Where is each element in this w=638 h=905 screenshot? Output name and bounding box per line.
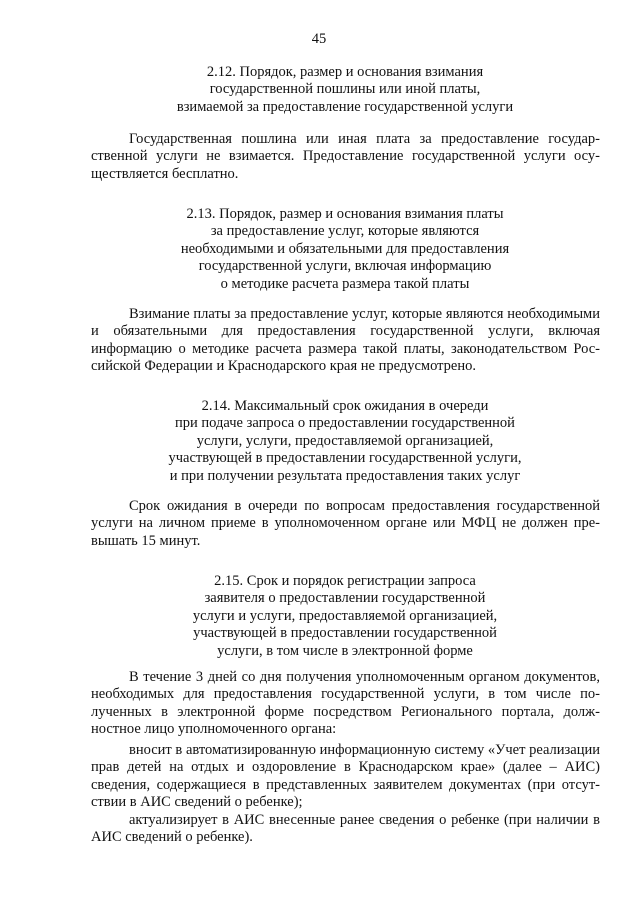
section-paragraph-2-12: Государственная пошлина или иная плата за предоставление государственной услуги не взимается. Предоставление государственной услуги осуществляется бесплатно. bbox=[91, 131, 600, 182]
section-heading-2-15 bbox=[90, 573, 600, 660]
heading-line: услуги и услуги, предоставляемой организацией, bbox=[192, 607, 498, 624]
section-paragraph-2-15-ais-entry: вносит в автоматизированную информационную систему «Учет реализации прав детей на отдых и оздоровление в Краснодарском крае» (далее – АИС) сведения, содержащиеся в представленных заявителем документах (при отсутствии в АИС сведений о ребенке); bbox=[91, 742, 600, 811]
heading-line: 2.12. Порядок, размер и основания взимания bbox=[206, 64, 484, 80]
heading-line: при подаче запроса о предоставлении государственной bbox=[175, 415, 515, 432]
heading-line: государственной услуги, включая информацию bbox=[198, 258, 492, 275]
heading-line: необходимыми и обязательными для предоставления bbox=[180, 240, 510, 257]
heading-line: о методике расчета размера такой платы bbox=[220, 275, 470, 292]
page-number: 45 bbox=[311, 31, 327, 47]
heading-line: участвующей в предоставлении государственной услуги, bbox=[168, 450, 522, 467]
heading-line: и при получении результата предоставления таких услуг bbox=[169, 467, 521, 484]
heading-line: взимаемой за предоставление государственной услуги bbox=[176, 98, 514, 115]
heading-line: 2.14. Максимальный срок ожидания в очереди bbox=[201, 398, 489, 414]
section-heading-2-12 bbox=[90, 64, 600, 116]
section-paragraph-2-15: В течение 3 дней со дня получения уполномоченным органом документов, необходимых для предоставления государственной услуги, в том числе полученных в электронной форме посредством Регионального портала, должностное лицо уполномоченного органа: bbox=[91, 669, 600, 738]
heading-line: услуги, услуги, предоставляемой организацией, bbox=[196, 432, 494, 449]
heading-line: заявителя о предоставлении государственной bbox=[204, 590, 486, 607]
heading-line: участвующей в предоставлении государственной bbox=[193, 625, 497, 642]
section-paragraph-2-13: Взимание платы за предоставление услуг, которые являются необходимыми и обязательными для предоставления государственной услуги, включая информацию о методике расчета размера такой платы, законодательством Российской Федерации и Краснодарского края не предусмотрено. bbox=[91, 306, 600, 375]
heading-line: 2.13. Порядок, размер и основания взимания платы bbox=[186, 206, 504, 222]
heading-line: услуги, в том числе в электронной форме bbox=[217, 642, 473, 659]
heading-line: за предоставление услуг, которые являются bbox=[210, 223, 480, 240]
section-heading-2-13 bbox=[90, 206, 600, 293]
heading-line: 2.15. Срок и порядок регистрации запроса bbox=[214, 573, 476, 589]
section-heading-2-14 bbox=[90, 398, 600, 485]
heading-line: государственной пошлины или иной платы, bbox=[209, 81, 481, 98]
section-paragraph-2-15-ais-update: актуализирует в АИС внесенные ранее сведения о ребенке (при наличии в АИС сведений о ребенке). bbox=[91, 812, 600, 846]
section-paragraph-2-14: Срок ожидания в очереди по вопросам предоставления государственной услуги на личном приеме в уполномоченном органе или МФЦ не должен превышать 15 минут. bbox=[91, 498, 600, 549]
